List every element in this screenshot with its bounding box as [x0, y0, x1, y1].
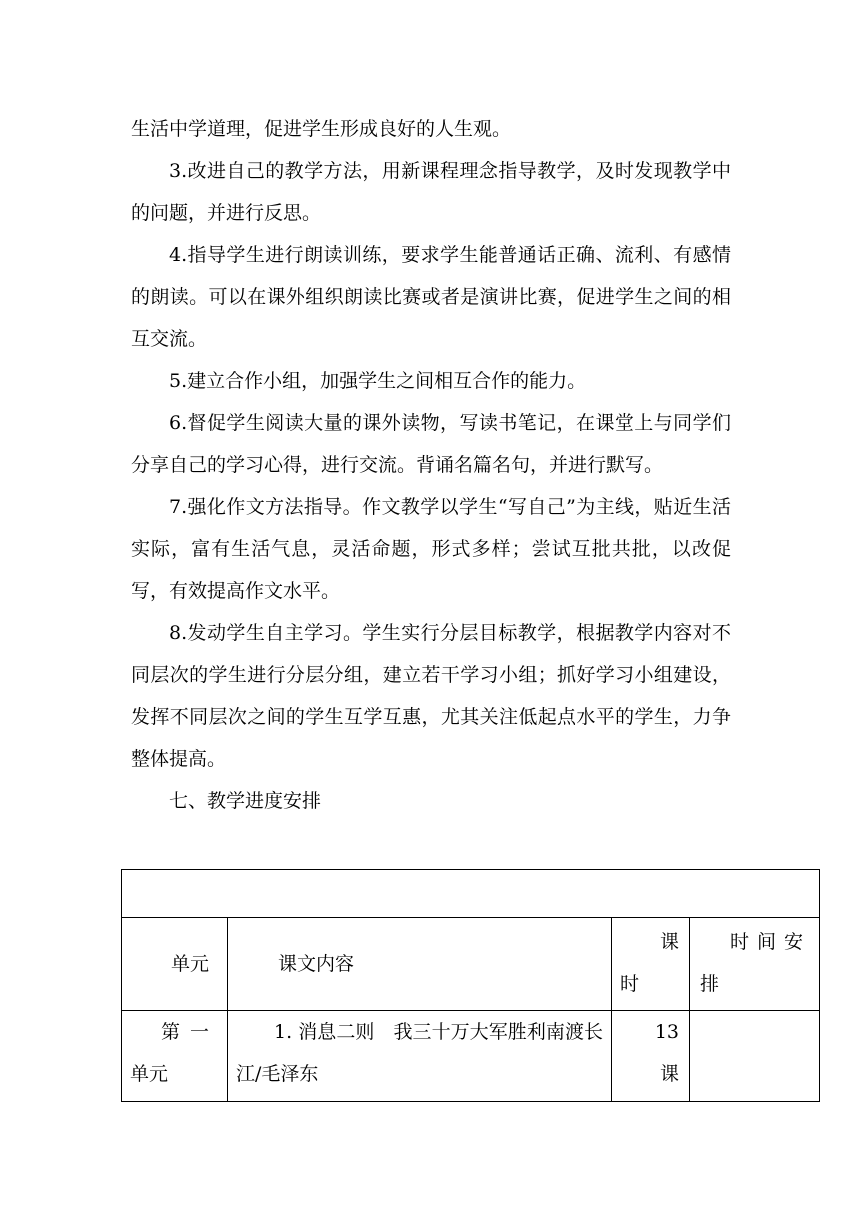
header-time-line1: 时间安 [729, 931, 811, 953]
row-unit-line1: 第一 [160, 1021, 219, 1043]
table-title-row [122, 870, 820, 918]
header-unit: 单元 [122, 918, 228, 1011]
table-row [122, 1011, 820, 1102]
row-unit-line2: 单元 [130, 1063, 169, 1085]
paragraph-item-7: 7.强化作文方法指导。作文教学以学生“写自己”为主线，贴近生活实际，富有生活气息，灵活命题，形式多样；尝试互批共批，以改促写，有效提高作文水平。 [131, 496, 731, 602]
row-unit [122, 1011, 228, 1102]
row-time [690, 1011, 820, 1102]
header-time-line2: 排 [700, 973, 720, 995]
paragraph-item-4: 4.指导学生进行朗读训练，要求学生能普通话正确、流利、有感情的朗读。可以在课外组织朗读比赛或者是演讲比赛，促进学生之间的相互交流。 [131, 244, 731, 350]
paragraph-item-3: 3.改进自己的教学方法，用新课程理念指导教学，及时发现教学中的问题，并进行反思。 [131, 160, 731, 224]
header-hours-line1: 课 [659, 931, 679, 953]
header-hours-line2: 时 [620, 973, 640, 995]
paragraph-continuation: 生活中学道理，促进学生形成良好的人生观。 [131, 118, 512, 140]
row-content: 1. 消息二则 我三十万大军胜利南渡长江/毛泽东 [228, 1011, 612, 1102]
body-text [131, 108, 731, 822]
row-hours-line2: 课 [659, 1063, 679, 1085]
row-hours [612, 1011, 690, 1102]
paragraph-item-5: 5.建立合作小组，加强学生之间相互合作的能力。 [169, 370, 587, 392]
header-hours [612, 918, 690, 1011]
header-content: 课文内容 [228, 918, 612, 1011]
row-hours-line1: 13 [654, 1021, 679, 1043]
header-time [690, 918, 820, 1011]
table-header-row [122, 918, 820, 1011]
schedule-table [121, 869, 820, 1102]
section-heading: 七、教学进度安排 [169, 790, 322, 812]
table-title-cell [122, 870, 820, 918]
paragraph-item-8: 8.发动学生自主学习。学生实行分层目标教学，根据教学内容对不同层次的学生进行分层分组，建立若干学习小组；抓好学习小组建设，发挥不同层次之间的学生互学互惠，尤其关注低起点水平的学生，力争整体提高。 [131, 622, 731, 770]
paragraph-item-6: 6.督促学生阅读大量的课外读物，写读书笔记，在课堂上与同学们分享自己的学习心得，进行交流。背诵名篇名句，并进行默写。 [131, 412, 731, 476]
